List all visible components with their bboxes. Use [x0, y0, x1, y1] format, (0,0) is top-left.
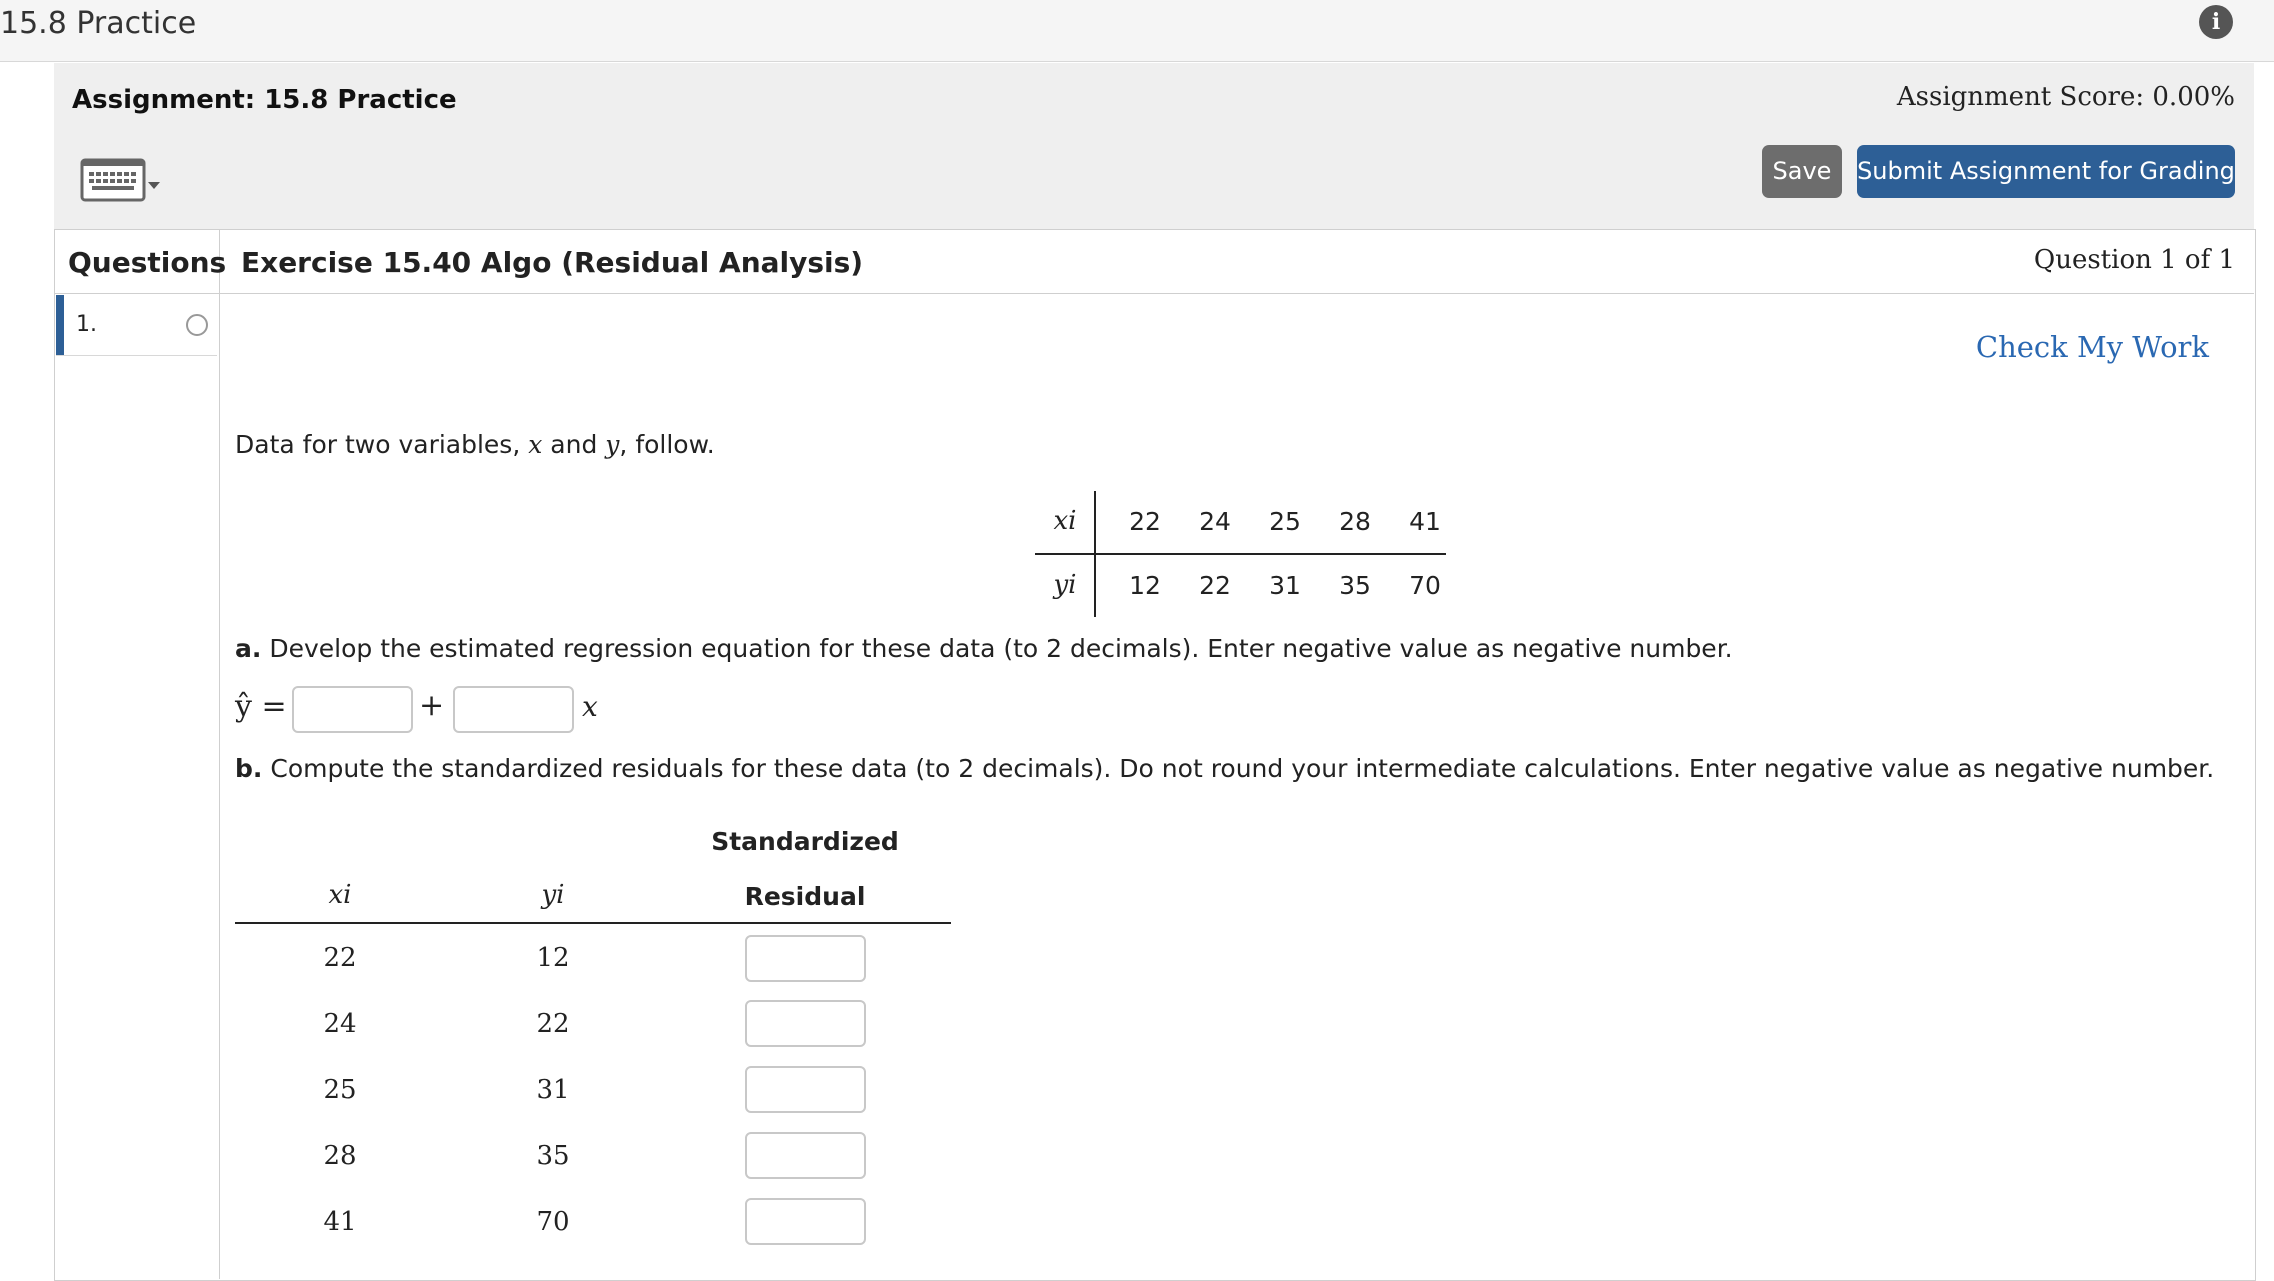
- part-a-prompt: [235, 634, 1733, 663]
- residual-row-y: 12: [536, 943, 570, 973]
- question-item-1[interactable]: 1.: [76, 312, 97, 337]
- keyboard-icon[interactable]: [80, 154, 170, 210]
- question-status-icon: [186, 314, 208, 336]
- intro-suffix: , follow.: [619, 430, 715, 459]
- residual-header-line2: Residual: [744, 882, 866, 911]
- submit-assignment-button[interactable]: Submit Assignment for Grading: [1857, 145, 2235, 198]
- part-a-text: Develop the estimated regression equation for these data (to 2 decimals). Enter negative value as negative number.: [269, 634, 1733, 663]
- equation-x: x: [582, 690, 598, 723]
- intro-var-y: y: [605, 430, 620, 459]
- standardized-residual-input[interactable]: [745, 1198, 866, 1245]
- equation-plus: +: [419, 688, 445, 723]
- residual-col-y-header: yi: [541, 880, 565, 910]
- slope-input[interactable]: [453, 686, 574, 733]
- save-button[interactable]: Save: [1762, 145, 1842, 198]
- data-table-x-value: 22: [1129, 507, 1161, 536]
- part-a-label: a.: [235, 634, 262, 663]
- residual-col-x-header: xi: [328, 880, 352, 910]
- residual-row-x: 25: [323, 1075, 357, 1105]
- residual-row-y: 70: [536, 1207, 570, 1237]
- residual-header-divider: [235, 922, 951, 924]
- intro-var-x: x: [528, 430, 543, 459]
- data-table-x-value: 24: [1199, 507, 1231, 536]
- questions-label: Questions: [68, 246, 227, 279]
- residual-row-x: 41: [323, 1207, 357, 1237]
- standardized-residual-input[interactable]: [745, 1066, 866, 1113]
- residual-row-x: 28: [323, 1141, 357, 1171]
- data-table-y-value: 70: [1409, 571, 1441, 600]
- part-b-label: b.: [235, 754, 263, 783]
- residual-header-line1: Standardized: [711, 827, 899, 856]
- page-title: 15.8 Practice: [0, 6, 197, 41]
- intercept-input[interactable]: [292, 686, 413, 733]
- residual-row-x: 22: [323, 943, 357, 973]
- data-table-y-value: 31: [1269, 571, 1301, 600]
- question-divider: [56, 355, 217, 356]
- data-table-x-value: 25: [1269, 507, 1301, 536]
- data-table-x-value: 41: [1409, 507, 1441, 536]
- data-table-y-label: yi: [1053, 570, 1077, 600]
- exercise-title: Exercise 15.40 Algo (Residual Analysis): [241, 246, 864, 279]
- standardized-residual-input[interactable]: [745, 1132, 866, 1179]
- residual-row-y: 35: [536, 1141, 570, 1171]
- data-table-y-value: 22: [1199, 571, 1231, 600]
- assignment-score: Assignment Score: 0.00%: [1896, 82, 2235, 112]
- data-table-hline: [1035, 553, 1446, 555]
- data-table-y-value: 35: [1339, 571, 1371, 600]
- equation-lhs: ŷ =: [235, 689, 287, 724]
- info-icon[interactable]: i: [2199, 5, 2233, 39]
- header-divider: [54, 293, 2254, 294]
- question-count: Question 1 of 1: [2033, 245, 2235, 275]
- data-table-y-value: 12: [1129, 571, 1161, 600]
- data-table-x-value: 28: [1339, 507, 1371, 536]
- top-bar: [0, 0, 2274, 62]
- active-question-indicator: [56, 295, 64, 355]
- residual-row-y: 22: [536, 1009, 570, 1039]
- intro-text: [235, 430, 715, 459]
- questions-column: [54, 229, 220, 1279]
- standardized-residual-input[interactable]: [745, 935, 866, 982]
- intro-prefix: Data for two variables,: [235, 430, 521, 459]
- residual-row-x: 24: [323, 1009, 357, 1039]
- check-my-work-link[interactable]: Check My Work: [1975, 330, 2209, 364]
- intro-and: and: [550, 430, 598, 459]
- part-b-prompt: [235, 754, 2214, 783]
- part-b-text: Compute the standardized residuals for these data (to 2 decimals). Do not round your intermediate calculations. Enter negative value as negative number.: [270, 754, 2215, 783]
- residual-row-y: 31: [536, 1075, 570, 1105]
- data-table-x-label: xi: [1053, 506, 1077, 536]
- assignment-title: Assignment: 15.8 Practice: [72, 85, 457, 115]
- standardized-residual-input[interactable]: [745, 1000, 866, 1047]
